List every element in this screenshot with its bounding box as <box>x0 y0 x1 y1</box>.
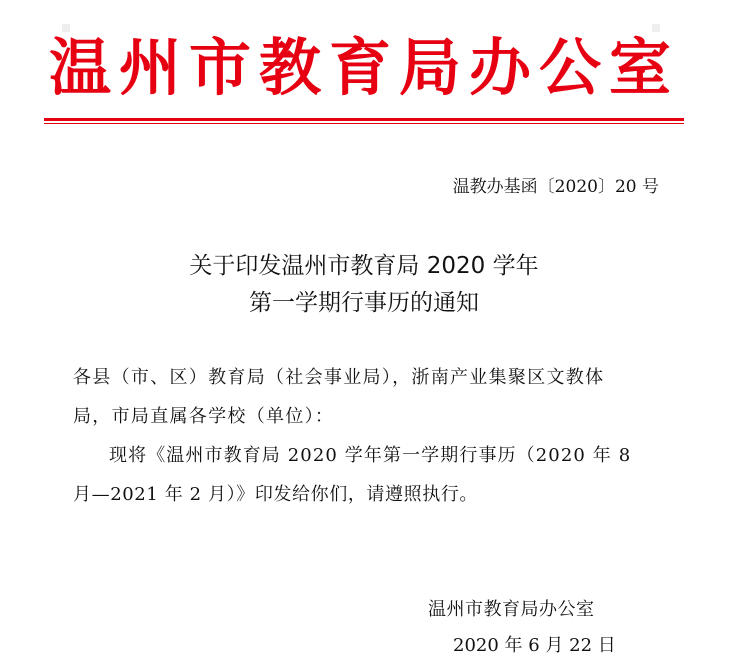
letterhead-rule-thin <box>44 123 684 124</box>
notice-title-line-1: 关于印发温州市教育局 2020 学年 <box>189 253 539 279</box>
letterhead-rule <box>44 118 684 121</box>
signature-date: 2020 年 6 月 22 日 <box>453 635 616 656</box>
content-line-1: 现将《温州市教育局 2020 学年第一学期行事历（2020 年 8 <box>109 445 632 466</box>
document-number: 温教办基函〔2020〕20 号 <box>452 177 659 197</box>
content-line-2: 月—2021 年 2 月）》印发给你们，请遵照执行。 <box>73 484 479 505</box>
recipients-line-2: 局，市局直属各学校（单位）： <box>73 406 335 427</box>
notice-title-line-2: 第一学期行事历的通知 <box>249 290 479 316</box>
signature-organization: 温州市教育局办公室 <box>428 599 595 620</box>
letterhead-title: 温州市教育局办公室 <box>48 31 679 104</box>
recipients-line-1: 各县（市、区）教育局（社会事业局），浙南产业集聚区文教体 <box>73 367 605 388</box>
